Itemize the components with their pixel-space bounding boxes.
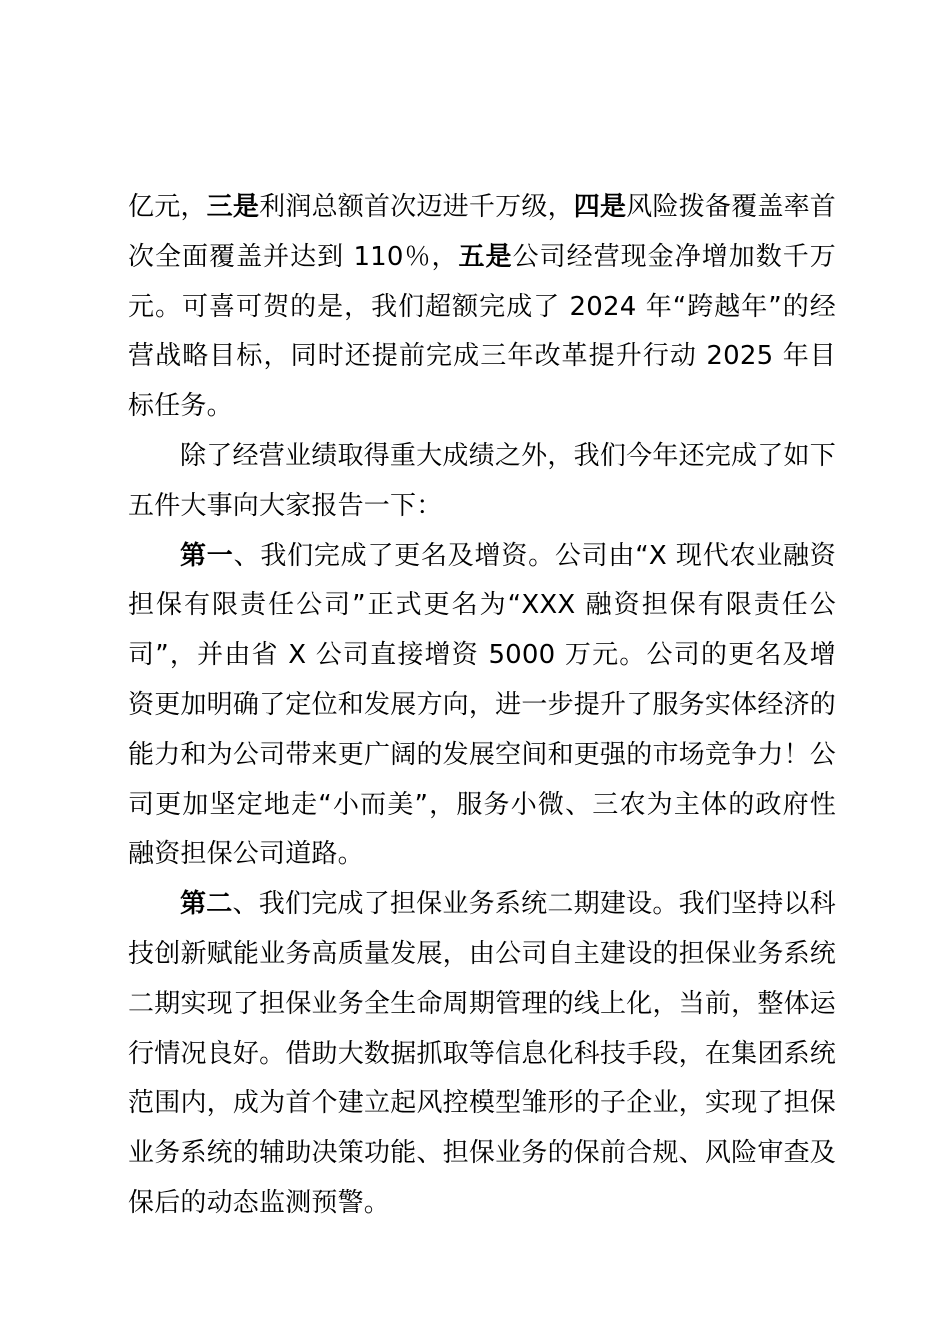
text-segment: 、我们完成了更名及增资。公司由“X 现代农业融资担保有限责任公司”正式更名为“XXX 融资担保有限责任公司”，并由省 X 公司直接增资 5000 万元。公司的更名及增资更加明确了定位和发展方向，进一步提升了服务实体经济的能力和为公司带来更广阔的发展空间和更强的市场竞争力！公司更加坚定地走“小而美”，服务小微、三农为主体的政府性融资担保公司道路。 [128, 540, 836, 870]
bold-label-second: 第二 [180, 889, 233, 920]
text-segment: 利润总额首次迈进千万级， [259, 192, 574, 222]
text-segment: 风险拨备覆盖率首次全面覆盖并达到 110％， [128, 192, 837, 272]
paragraph-performance [128, 183, 836, 432]
bold-label-five: 五是 [458, 241, 513, 272]
paragraph-first-event [128, 532, 836, 881]
text-segment: 亿元， [128, 192, 207, 222]
paragraph-intro-five-events [128, 432, 836, 532]
bold-label-three: 三是 [206, 192, 260, 222]
bold-label-four: 四是 [573, 192, 627, 222]
text-segment: 公司经营现金净增加数千万元。可喜可贺的是，我们超额完成了 2024 年“跨越年”的经营战略目标，同时还提前完成三年改革提升行动 2025 年目标任务。 [128, 241, 836, 422]
text-segment: 、我们完成了担保业务系统二期建设。我们坚持以科技创新赋能业务高质量发展，由公司自主建设的担保业务系统二期实现了担保业务全生命周期管理的线上化，当前，整体运行情况良好。借助大数据抓取等信息化科技手段，在集团系统范围内，成为首个建立起风控模型雏形的子企业，实现了担保业务系统的辅助决策功能、担保业务的保前合规、风险审查及保后的动态监测预警。 [128, 889, 836, 1218]
paragraph-second-event [128, 880, 836, 1229]
text-segment: 除了经营业绩取得重大成绩之外，我们今年还完成了如下五件大事向大家报告一下： [128, 440, 836, 521]
document-body [128, 183, 836, 1229]
bold-label-first: 第一 [180, 540, 234, 571]
